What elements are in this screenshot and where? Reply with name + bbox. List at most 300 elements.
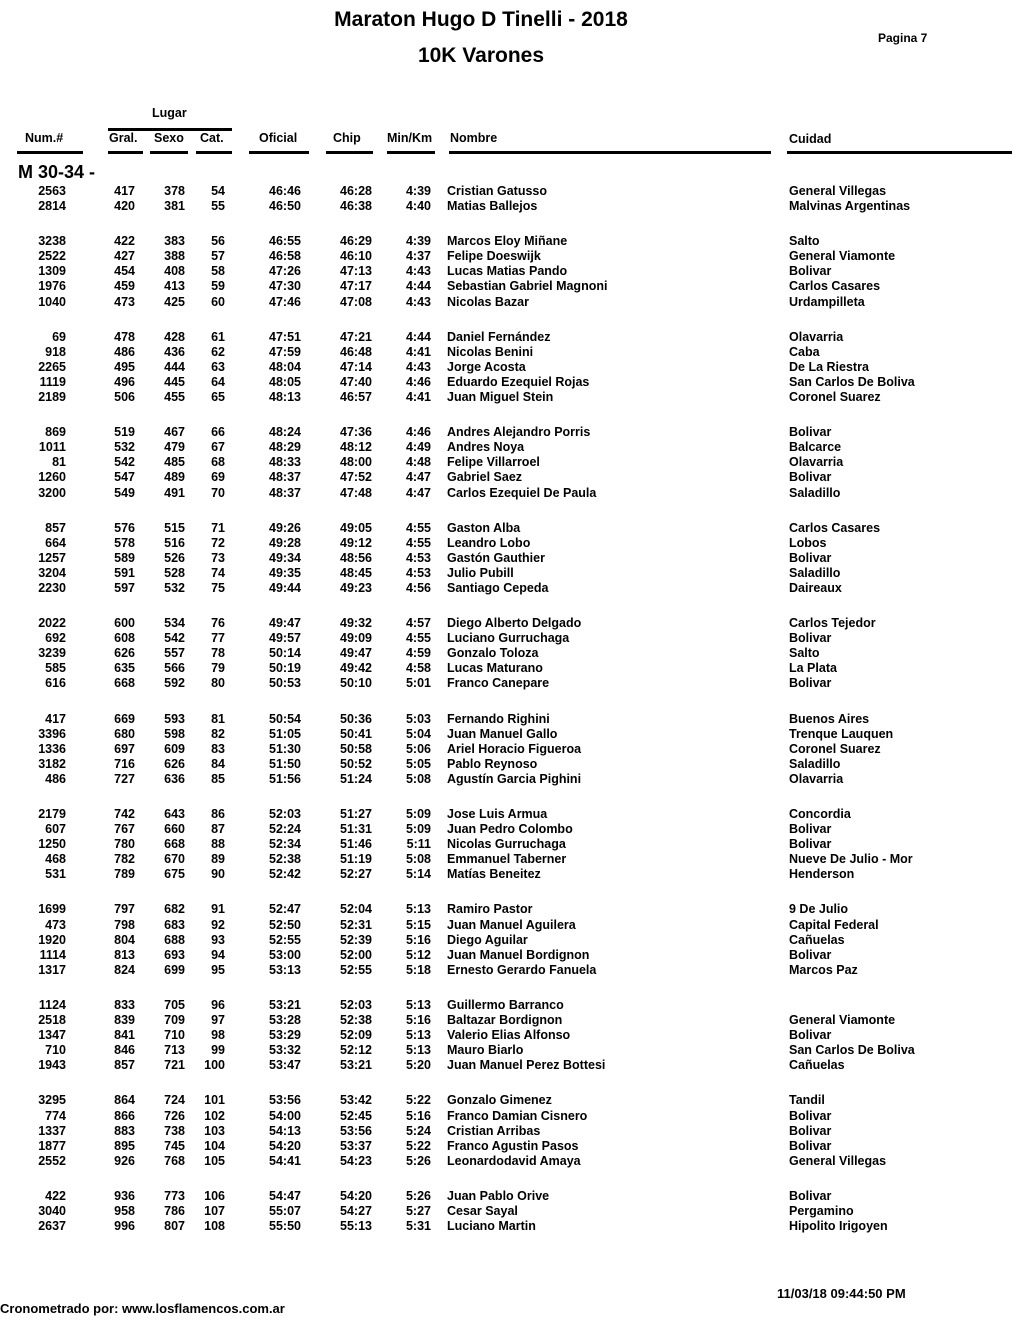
bib-number: 1260	[38, 470, 66, 485]
print-timestamp: 11/03/18 09:44:50 PM	[777, 1286, 906, 1301]
runner-name: Cesar Sayal	[447, 1203, 518, 1218]
place-category: 72	[211, 535, 225, 550]
chip-time: 51:19	[340, 852, 372, 867]
bib-number: 774	[45, 1108, 66, 1123]
official-time: 50:19	[269, 661, 301, 676]
place-gender: 566	[164, 661, 185, 676]
official-time: 48:37	[269, 485, 301, 500]
table-row	[0, 566, 1024, 581]
place-overall: 578	[114, 535, 135, 550]
place-gender: 378	[164, 184, 185, 198]
pace: 4:39	[405, 184, 431, 198]
official-time: 54:13	[269, 1123, 301, 1138]
table-row	[0, 1058, 1024, 1073]
official-time: 53:00	[269, 947, 301, 962]
official-time: 48:24	[269, 425, 301, 440]
runner-city: Bolivar	[789, 1108, 832, 1123]
runner-city: Carlos Casares	[789, 279, 881, 294]
chip-time: 47:17	[340, 279, 372, 294]
bib-number: 857	[45, 520, 66, 535]
runner-name: Emmanuel Taberner	[447, 852, 567, 867]
place-gender: 408	[164, 264, 185, 279]
pace: 4:43	[405, 294, 431, 309]
runner-name: Carlos Ezequiel De Paula	[447, 485, 597, 500]
place-overall: 669	[114, 711, 135, 726]
place-category: 98	[211, 1028, 225, 1043]
pace: 4:41	[405, 390, 431, 405]
chip-time: 51:46	[340, 837, 372, 852]
pace: 4:59	[405, 646, 431, 661]
place-category: 87	[211, 822, 225, 837]
runner-name: Franco Damian Cisnero	[447, 1108, 588, 1123]
official-time: 47:30	[269, 279, 301, 294]
chip-time: 49:47	[340, 646, 372, 661]
runner-name: Gastón Gauthier	[447, 550, 545, 565]
category-label: M 30-34 -	[18, 162, 96, 182]
pace: 4:47	[405, 485, 431, 500]
place-category: 89	[211, 852, 225, 867]
place-overall: 519	[114, 425, 135, 440]
place-overall: 542	[114, 455, 135, 470]
official-time: 52:34	[269, 837, 301, 852]
runner-city: Hipolito Irigoyen	[789, 1219, 888, 1234]
pace: 5:22	[405, 1093, 431, 1108]
pace: 5:08	[405, 852, 431, 867]
runner-city: Buenos Aires	[789, 711, 870, 726]
table-row	[0, 279, 1024, 294]
page-number: Pagina 7	[878, 31, 928, 45]
place-overall: 454	[114, 264, 135, 279]
place-category: 85	[211, 771, 225, 786]
table-row	[0, 1028, 1024, 1043]
place-category: 108	[204, 1219, 225, 1234]
pace: 4:55	[405, 631, 431, 646]
pace: 4:53	[405, 565, 431, 580]
official-time: 47:46	[269, 294, 301, 309]
official-time: 46:58	[269, 249, 301, 264]
runner-city: Olavarria	[789, 771, 844, 786]
runner-name: Matías Beneitez	[447, 867, 541, 882]
chip-time: 46:38	[340, 199, 372, 214]
place-gender: 786	[164, 1203, 185, 1218]
place-category: 93	[211, 932, 225, 947]
official-time: 50:54	[269, 711, 301, 726]
table-row	[0, 425, 1024, 440]
table-row	[0, 345, 1024, 360]
runner-name: Mauro Biarlo	[447, 1043, 524, 1058]
pace: 5:13	[405, 997, 431, 1012]
runner-name: Juan Miguel Stein	[447, 390, 554, 405]
header-nombre: Nombre	[450, 131, 498, 145]
table-row	[0, 807, 1024, 822]
document-title: Maraton Hugo D Tinelli - 2018	[334, 8, 628, 31]
official-time: 52:55	[269, 932, 301, 947]
place-category: 106	[204, 1188, 225, 1203]
table-row	[0, 616, 1024, 631]
rule-oficial	[249, 151, 309, 154]
place-category: 88	[211, 837, 225, 852]
bib-number: 2563	[38, 184, 66, 198]
place-overall: 824	[114, 962, 135, 977]
place-overall: 608	[114, 631, 135, 646]
place-gender: 807	[164, 1219, 185, 1234]
pace: 5:11	[406, 837, 431, 852]
runner-name: Juan Manuel Perez Bottesi	[447, 1058, 606, 1073]
place-gender: 557	[164, 646, 185, 661]
runner-city: Bolivar	[789, 1188, 832, 1203]
pace: 5:06	[405, 741, 431, 756]
place-category: 56	[211, 234, 225, 249]
bib-number: 1943	[38, 1058, 66, 1073]
place-gender: 675	[164, 867, 185, 882]
runner-name: Nicolas Gurruchaga	[447, 837, 566, 852]
table-row	[0, 727, 1024, 742]
place-overall: 697	[114, 741, 135, 756]
runner-city: Bolivar	[789, 264, 832, 279]
place-gender: 532	[164, 580, 185, 595]
pace: 5:16	[405, 1013, 431, 1028]
place-gender: 425	[164, 294, 185, 309]
runner-name: Daniel Fernández	[447, 329, 551, 344]
table-row	[0, 757, 1024, 772]
bib-number: 2552	[38, 1153, 66, 1168]
place-overall: 883	[114, 1123, 135, 1138]
chip-time: 52:38	[340, 1013, 372, 1028]
pace: 5:20	[405, 1058, 431, 1073]
header-lugar: Lugar	[152, 106, 187, 120]
chip-time: 48:45	[340, 565, 372, 580]
chip-time: 50:52	[340, 756, 372, 771]
bib-number: 692	[45, 631, 66, 646]
runner-city: Bolivar	[789, 425, 832, 440]
runner-name: Luciano Martin	[447, 1219, 536, 1234]
chip-time: 52:45	[340, 1108, 372, 1123]
pace: 4:48	[405, 455, 431, 470]
bib-number: 468	[45, 852, 66, 867]
place-gender: 515	[164, 520, 185, 535]
official-time: 53:21	[269, 997, 301, 1012]
place-gender: 705	[164, 997, 185, 1012]
runner-name: Cristian Gatusso	[447, 184, 548, 198]
bib-number: 69	[52, 329, 66, 344]
place-gender: 738	[164, 1123, 185, 1138]
runner-name: Sebastian Gabriel Magnoni	[447, 279, 608, 294]
runner-name: Julio Pubill	[447, 565, 514, 580]
place-category: 105	[204, 1153, 225, 1168]
place-overall: 680	[114, 726, 135, 741]
place-category: 57	[211, 249, 225, 264]
place-category: 63	[211, 359, 225, 374]
runner-name: Baltazar Bordignon	[447, 1013, 563, 1028]
pace: 5:16	[405, 932, 431, 947]
runner-name: Lucas Maturano	[447, 661, 543, 676]
place-category: 66	[211, 425, 225, 440]
chip-time: 47:36	[340, 425, 372, 440]
table-row	[0, 852, 1024, 867]
place-overall: 782	[114, 852, 135, 867]
runner-city: Bolivar	[789, 470, 832, 485]
bib-number: 2179	[38, 807, 66, 821]
pace: 4:55	[405, 520, 431, 535]
bib-number: 1920	[38, 932, 66, 947]
official-time: 49:26	[269, 520, 301, 535]
place-gender: 445	[164, 374, 185, 389]
pace: 4:44	[405, 329, 431, 344]
place-overall: 958	[114, 1203, 135, 1218]
runner-city: Bolivar	[789, 1028, 832, 1043]
pace: 4:39	[405, 234, 431, 249]
official-time: 52:24	[269, 822, 301, 837]
place-category: 100	[204, 1058, 225, 1073]
place-overall: 996	[114, 1219, 135, 1234]
table-row	[0, 918, 1024, 933]
official-time: 46:46	[269, 184, 301, 198]
place-overall: 841	[114, 1028, 135, 1043]
chip-time: 51:31	[340, 822, 372, 837]
chip-time: 54:27	[340, 1203, 372, 1218]
place-category: 84	[211, 756, 225, 771]
place-category: 95	[211, 962, 225, 977]
place-gender: 444	[164, 359, 185, 374]
bib-number: 1114	[39, 947, 66, 962]
place-category: 69	[211, 470, 225, 485]
chip-time: 47:08	[340, 294, 372, 309]
runner-city: Marcos Paz	[789, 962, 858, 977]
runner-name: Santiago Cepeda	[447, 580, 549, 595]
official-time: 55:50	[269, 1219, 301, 1234]
runner-city: Cañuelas	[789, 932, 845, 947]
bib-number: 3204	[38, 565, 66, 580]
place-gender: 726	[164, 1108, 185, 1123]
place-gender: 534	[164, 616, 185, 631]
place-category: 77	[211, 631, 225, 646]
runner-name: Diego Aguilar	[447, 932, 528, 947]
place-category: 54	[211, 184, 225, 198]
chip-time: 46:48	[340, 344, 372, 359]
place-category: 64	[211, 374, 225, 389]
official-time: 54:20	[269, 1138, 301, 1153]
place-category: 99	[211, 1043, 225, 1058]
runner-name: Franco Canepare	[447, 676, 550, 691]
chip-time: 47:48	[340, 485, 372, 500]
chip-time: 47:40	[340, 374, 372, 389]
document-subtitle: 10K Varones	[417, 44, 545, 67]
place-category: 81	[211, 711, 225, 726]
bib-number: 1040	[38, 294, 66, 309]
chip-time: 53:42	[340, 1093, 372, 1108]
runner-name: Eduardo Ezequiel Rojas	[447, 374, 590, 389]
table-row	[0, 295, 1024, 310]
chip-time: 51:27	[340, 807, 372, 821]
official-time: 48:37	[269, 470, 301, 485]
table-row	[0, 742, 1024, 757]
table-row	[0, 264, 1024, 279]
place-category: 74	[211, 565, 225, 580]
pace: 5:27	[405, 1203, 431, 1218]
runner-name: Fernando Righini	[447, 711, 550, 726]
pace: 5:13	[405, 902, 431, 917]
official-time: 52:47	[269, 902, 301, 917]
pace: 5:14	[405, 867, 431, 882]
place-category: 91	[211, 902, 225, 917]
runner-city: Caba	[789, 344, 820, 359]
runner-city: Malvinas Argentinas	[789, 199, 911, 214]
pace: 4:58	[405, 661, 431, 676]
pace: 5:13	[405, 1028, 431, 1043]
bib-number: 664	[45, 535, 66, 550]
bib-number: 422	[45, 1188, 66, 1203]
rule-ciudad	[787, 151, 1012, 154]
pace: 4:47	[405, 470, 431, 485]
runner-name: Leandro Lobo	[447, 535, 531, 550]
timing-credit: Cronometrado por: www.losflamencos.com.ar	[0, 1301, 285, 1316]
place-overall: 459	[114, 279, 135, 294]
place-overall: 864	[114, 1093, 135, 1108]
header-minkm: Min/Km	[387, 131, 433, 145]
place-gender: 693	[164, 947, 185, 962]
table-row	[0, 963, 1024, 978]
runner-name: Pablo Reynoso	[447, 756, 538, 771]
place-gender: 436	[164, 344, 185, 359]
pace: 4:43	[405, 264, 431, 279]
runner-name: Andres Alejandro Porris	[447, 425, 591, 440]
runner-name: Juan Pablo Orive	[447, 1188, 550, 1203]
place-category: 86	[211, 807, 225, 821]
table-row	[0, 1109, 1024, 1124]
table-row	[0, 330, 1024, 345]
rule-chip	[326, 151, 373, 154]
official-time: 49:47	[269, 616, 301, 631]
place-gender: 773	[164, 1188, 185, 1203]
runner-city: De La Riestra	[789, 359, 869, 374]
place-gender: 710	[164, 1028, 185, 1043]
place-overall: 422	[114, 234, 135, 249]
runner-city: Cañuelas	[789, 1058, 845, 1073]
official-time: 46:55	[269, 234, 301, 249]
place-overall: 496	[114, 374, 135, 389]
chip-time: 50:58	[340, 741, 372, 756]
official-time: 51:50	[269, 756, 301, 771]
rule-cat	[196, 151, 232, 154]
chip-time: 52:55	[340, 962, 372, 977]
runner-name: Felipe Villarroel	[447, 455, 540, 470]
table-row	[0, 646, 1024, 661]
place-gender: 721	[164, 1058, 185, 1073]
runner-name: Diego Alberto Delgado	[447, 616, 582, 631]
official-time: 47:59	[269, 344, 301, 359]
runner-city: Trenque Lauquen	[789, 726, 894, 741]
rule-nombre	[449, 151, 771, 154]
bib-number: 1124	[38, 997, 66, 1012]
place-overall: 417	[114, 184, 135, 198]
runner-name: Felipe Doeswijk	[447, 249, 541, 264]
runner-city: San Carlos De Boliva	[789, 1043, 915, 1058]
official-time: 48:13	[269, 390, 301, 405]
place-gender: 516	[164, 535, 185, 550]
bib-number: 1877	[38, 1138, 66, 1153]
place-gender: 491	[164, 485, 185, 500]
official-time: 55:07	[269, 1203, 301, 1218]
runner-city: Daireaux	[789, 580, 842, 595]
runner-name: Ariel Horacio Figueroa	[447, 741, 582, 756]
chip-time: 52:03	[340, 997, 372, 1012]
bib-number: 3396	[38, 726, 66, 741]
bib-number: 2022	[38, 616, 66, 631]
chip-time: 49:32	[340, 616, 372, 631]
chip-time: 46:29	[340, 234, 372, 249]
official-time: 46:50	[269, 199, 301, 214]
place-category: 60	[211, 294, 225, 309]
chip-time: 50:36	[340, 711, 372, 726]
runner-city: 9 De Julio	[789, 902, 849, 917]
official-time: 49:35	[269, 565, 301, 580]
results-table	[0, 184, 1024, 1234]
place-gender: 683	[164, 917, 185, 932]
runner-name: Juan Pedro Colombo	[447, 822, 573, 837]
bib-number: 869	[45, 425, 66, 440]
table-row	[0, 521, 1024, 536]
runner-city: Carlos Casares	[789, 520, 881, 535]
chip-time: 47:21	[340, 329, 372, 344]
runner-city: General Villegas	[789, 184, 887, 198]
place-category: 58	[211, 264, 225, 279]
place-overall: 804	[114, 932, 135, 947]
place-category: 103	[204, 1123, 225, 1138]
place-overall: 742	[114, 807, 135, 821]
pace: 5:15	[405, 917, 431, 932]
pace: 5:12	[405, 947, 431, 962]
runner-name: Jorge Acosta	[447, 359, 526, 374]
bib-number: 1011	[38, 440, 66, 455]
place-gender: 724	[164, 1093, 185, 1108]
runner-name: Luciano Gurruchaga	[447, 631, 570, 646]
pace: 5:08	[405, 771, 431, 786]
place-gender: 682	[164, 902, 185, 917]
place-gender: 413	[164, 279, 185, 294]
runner-city: Bolivar	[789, 550, 832, 565]
place-category: 62	[211, 344, 225, 359]
official-time: 53:56	[269, 1093, 301, 1108]
place-overall: 936	[114, 1188, 135, 1203]
place-category: 107	[204, 1203, 225, 1218]
place-gender: 455	[164, 390, 185, 405]
official-time: 47:51	[269, 329, 301, 344]
chip-time: 53:37	[340, 1138, 372, 1153]
table-row	[0, 536, 1024, 551]
pace: 4:53	[405, 550, 431, 565]
table-row	[0, 360, 1024, 375]
place-overall: 506	[114, 390, 135, 405]
runner-name: Juan Manuel Gallo	[447, 726, 558, 741]
place-category: 55	[211, 199, 225, 214]
bib-number: 2522	[38, 249, 66, 264]
place-gender: 598	[164, 726, 185, 741]
place-overall: 716	[114, 756, 135, 771]
bib-number: 607	[45, 822, 66, 837]
official-time: 49:57	[269, 631, 301, 646]
chip-time: 52:04	[340, 902, 372, 917]
pace: 5:04	[405, 726, 431, 741]
table-row	[0, 933, 1024, 948]
runner-city: Bolivar	[789, 837, 832, 852]
place-gender: 542	[164, 631, 185, 646]
official-time: 49:44	[269, 580, 301, 595]
table-row	[0, 948, 1024, 963]
official-time: 54:47	[269, 1188, 301, 1203]
place-overall: 547	[114, 470, 135, 485]
bib-number: 585	[45, 661, 66, 676]
place-gender: 609	[164, 741, 185, 756]
